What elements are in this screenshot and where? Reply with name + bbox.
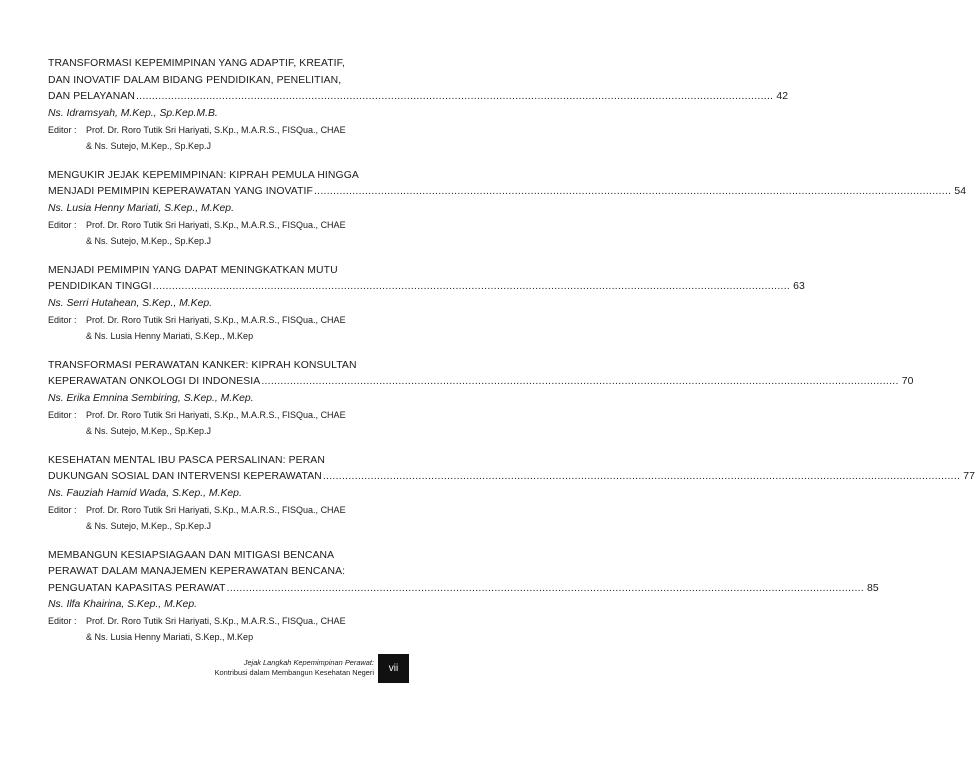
entry-editors: [48, 312, 410, 344]
book-title: Jejak Langkah Kepemimpinan Perawat:: [243, 658, 374, 667]
editor-label: Editor :: [48, 124, 77, 135]
entry-title-line: PERAWAT DALAM MANAJEMEN KEPERAWATAN BENCANA:: [48, 566, 346, 577]
entry-page-number: 85: [867, 582, 879, 594]
editor-name: Prof. Dr. Roro Tutik Sri Hariyati, S.Kp., M.A.R.S., FISQua., CHAE: [86, 219, 346, 230]
toc-entry[interactable]: [48, 56, 789, 154]
entry-title-line: TRANSFORMASI KEPEMIMPINAN YANG ADAPTIF, KREATIF,: [48, 58, 345, 69]
entry-title-last-line: [48, 374, 914, 391]
entry-page-number: 54: [954, 186, 967, 197]
entry-editors: [48, 122, 410, 154]
entry-author: Ns. Idramsyah, M.Kep., Sp.Kep.M.B.: [48, 107, 218, 119]
entry-title-line: MENGUKIR JEJAK KEPEMIMPINAN: KIPRAH PEMULA HINGGA: [48, 169, 359, 181]
toc-entry[interactable]: [48, 548, 879, 646]
entry-editors: [48, 613, 410, 645]
leader-dots: ........................................................................................................................................................................................................: [152, 281, 791, 292]
leader-dots: ........................................................................................................................................................................................................: [135, 91, 774, 102]
entry-title-last-line: [48, 184, 967, 201]
entry-author: Ns. Lusia Henny Mariati, S.Kep., M.Kep.: [48, 202, 234, 214]
entry-title-line: MEMBANGUN KESIAPSIAGAAN DAN MITIGASI BENCANA: [48, 549, 335, 561]
toc-entry[interactable]: [48, 168, 967, 249]
entry-editors: [48, 407, 410, 439]
page-footer: [215, 654, 409, 683]
entry-title-last-line: [48, 469, 975, 486]
entry-title-last-line: [48, 89, 789, 106]
editor-label: Editor :: [48, 314, 77, 325]
editor-name: Prof. Dr. Roro Tutik Sri Hariyati, S.Kp., M.A.R.S., FISQua., CHAE: [86, 504, 346, 515]
editor-name: Prof. Dr. Roro Tutik Sri Hariyati, S.Kp., M.A.R.S., FISQua., CHAE: [86, 409, 346, 420]
toc-entry[interactable]: [48, 263, 805, 344]
entry-author: Ns. Erika Emnina Sembiring, S.Kep., M.Kep.: [48, 392, 254, 404]
entry-author: Ns. Ilfa Khairina, S.Kep., M.Kep.: [48, 599, 198, 610]
editor-name: Prof. Dr. Roro Tutik Sri Hariyati, S.Kp., M.A.R.S., FISQua., CHAE: [86, 124, 346, 135]
page-number-badge: vii: [378, 654, 409, 683]
entry-editors: [48, 217, 410, 249]
toc-entry[interactable]: [48, 453, 975, 534]
entry-title-text: MENJADI PEMIMPIN KEPERAWATAN YANG INOVATIF: [48, 186, 313, 197]
entry-page-number: 63: [793, 281, 805, 292]
editor-name: & Ns. Lusia Henny Mariati, S.Kep., M.Kep: [86, 632, 254, 642]
entry-page-number: 77: [963, 471, 975, 482]
table-of-contents: [48, 56, 975, 659]
entry-title-last-line: [48, 279, 805, 296]
entry-title-line: MENJADI PEMIMPIN YANG DAPAT MENINGKATKAN MUTU: [48, 264, 338, 276]
leader-dots: ........................................................................................................................................................................................................: [313, 186, 952, 197]
leader-dots: ........................................................................................................................................................................................................: [226, 582, 865, 594]
entry-title-last-line: [48, 581, 879, 598]
entry-title-text: DUKUNGAN SOSIAL DAN INTERVENSI KEPERAWATAN: [48, 471, 322, 482]
editor-name: & Ns. Sutejo, M.Kep., Sp.Kep.J: [86, 235, 212, 246]
entry-title-text: PENGUATAN KAPASITAS PERAWAT: [48, 582, 226, 594]
editor-name: & Ns. Sutejo, M.Kep., Sp.Kep.J: [86, 520, 212, 531]
editor-label: Editor :: [48, 616, 77, 626]
editor-name: Prof. Dr. Roro Tutik Sri Hariyati, S.Kp., M.A.R.S., FISQua., CHAE: [86, 616, 346, 626]
entry-title-line: DAN INOVATIF DALAM BIDANG PENDIDIKAN, PENELITIAN,: [48, 74, 342, 86]
entry-author: Ns. Fauziah Hamid Wada, S.Kep., M.Kep.: [48, 487, 242, 499]
entry-title-text: PENDIDIKAN TINGGI: [48, 281, 152, 292]
entry-page-number: 42: [776, 91, 789, 102]
book-subtitle: Kontribusi dalam Membangun Kesehatan Negeri: [214, 668, 374, 677]
leader-dots: ........................................................................................................................................................................................................: [261, 376, 899, 387]
editor-label: Editor :: [48, 219, 77, 230]
editor-label: Editor :: [48, 504, 77, 515]
editor-name: & Ns. Lusia Henny Mariati, S.Kep., M.Kep: [86, 330, 254, 341]
leader-dots: ........................................................................................................................................................................................................: [322, 471, 961, 482]
entry-title-text: KEPERAWATAN ONKOLOGI DI INDONESIA: [48, 376, 261, 387]
entry-author: Ns. Serri Hutahean, S.Kep., M.Kep.: [48, 297, 213, 309]
entry-title-text: DAN PELAYANAN: [48, 91, 135, 102]
entry-title-line: KESEHATAN MENTAL IBU PASCA PERSALINAN: PERAN: [48, 454, 325, 466]
editor-name: & Ns. Sutejo, M.Kep., Sp.Kep.J: [86, 425, 212, 436]
entry-editors: [48, 502, 410, 534]
running-footer-text: [215, 654, 378, 683]
entry-title-line: TRANSFORMASI PERAWATAN KANKER: KIPRAH KONSULTAN: [48, 359, 357, 371]
editor-name: Prof. Dr. Roro Tutik Sri Hariyati, S.Kp., M.A.R.S., FISQua., CHAE: [86, 314, 346, 325]
editor-name: & Ns. Sutejo, M.Kep., Sp.Kep.J: [86, 140, 212, 151]
toc-entry[interactable]: [48, 358, 914, 439]
editor-label: Editor :: [48, 409, 77, 420]
entry-page-number: 70: [901, 376, 914, 387]
